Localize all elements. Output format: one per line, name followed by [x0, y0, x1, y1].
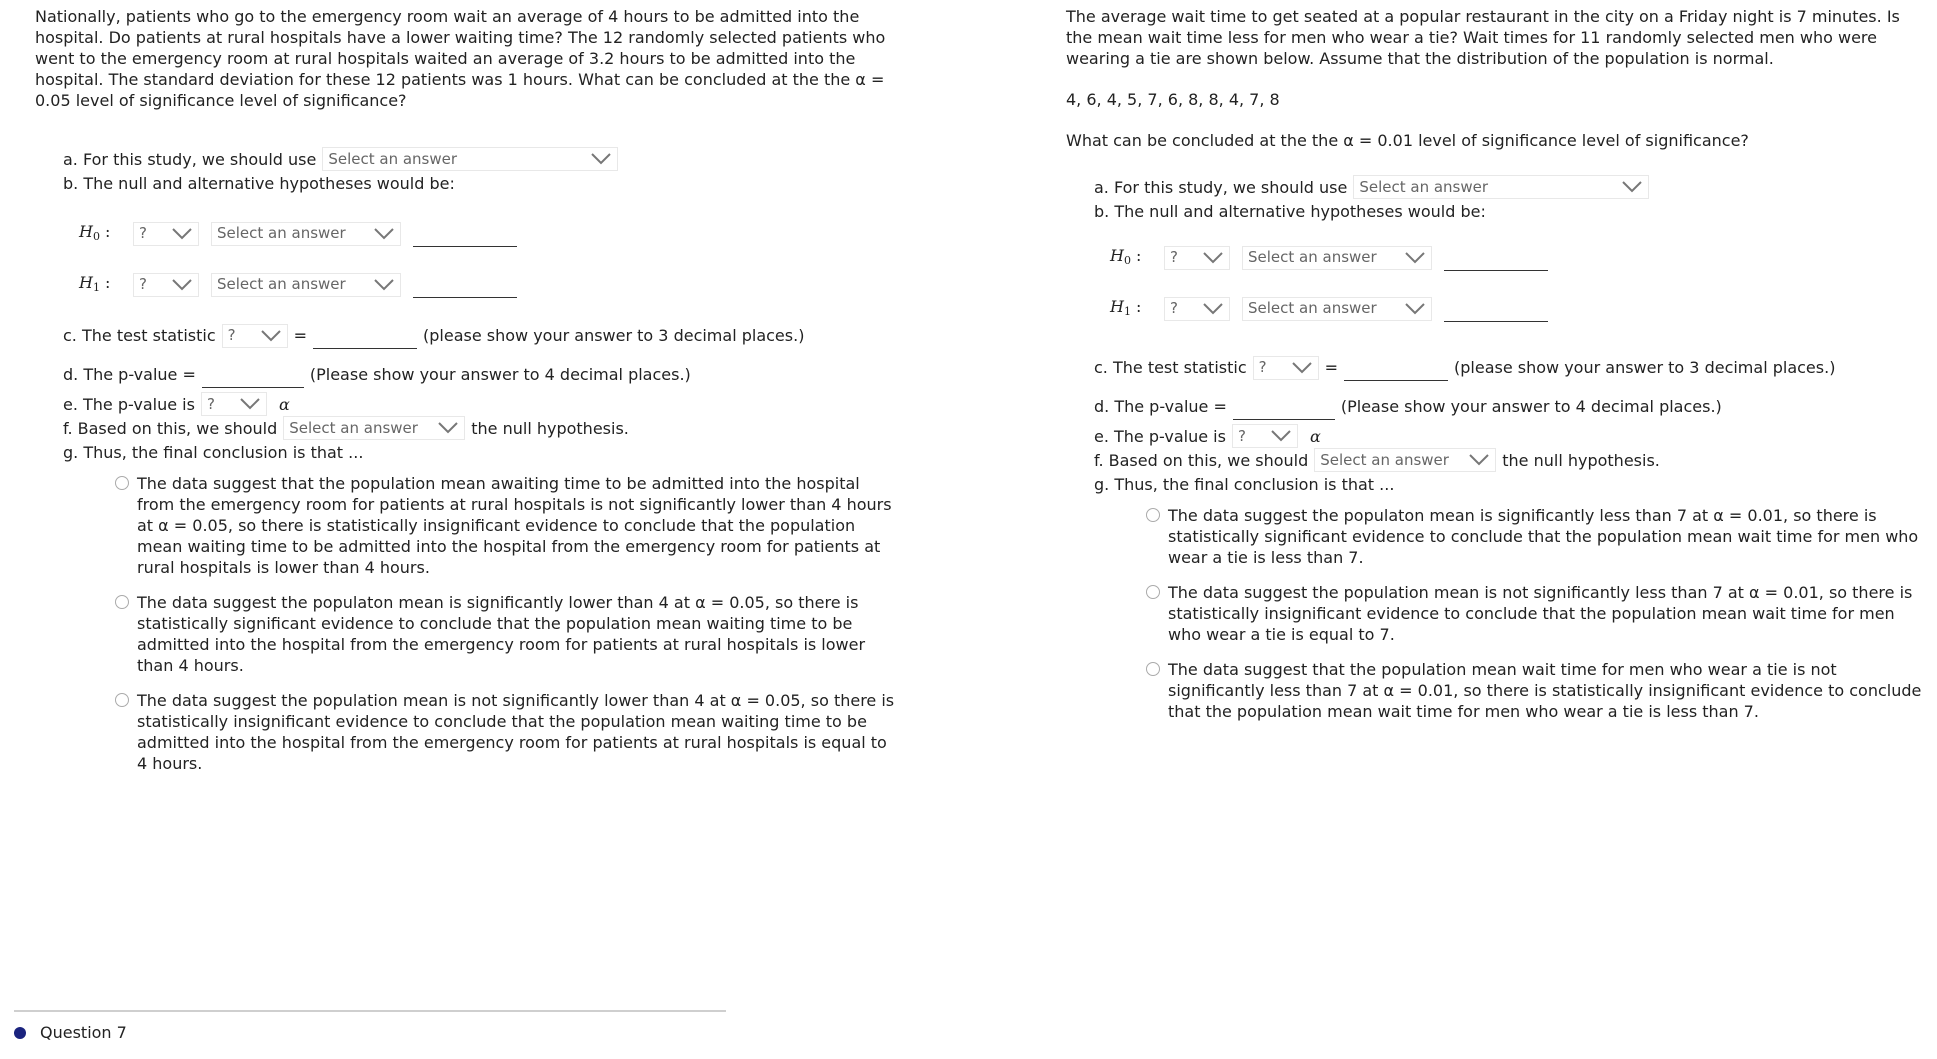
chevron-down-icon	[172, 278, 192, 292]
left-part-f	[35, 416, 895, 440]
left-part-f-label: f. Based on this, we should	[63, 418, 278, 438]
right-data-values: 4, 6, 4, 5, 7, 6, 8, 8, 4, 7, 8	[1066, 90, 1280, 109]
right-conclusion-option-2-text: The data suggest the population mean is not significantly less than 7 at α = 0.01, so there is statistically insignificant evidence to conclude that the population mean wait time for men who wear a tie is equal to 7.	[1168, 583, 1913, 644]
right-conclusion-option-1-text: The data suggest the populaton mean is significantly less than 7 at α = 0.01, so there is statistically significant evidence to conclude that the population mean wait time for men who wear a tie is less than 7.	[1168, 506, 1919, 567]
chevron-down-icon	[374, 227, 394, 241]
left-h0-parameter-select[interactable]	[133, 222, 199, 246]
right-study-type-select[interactable]	[1353, 175, 1649, 199]
question-7-nav-item[interactable]	[14, 1022, 726, 1043]
left-alpha-symbol: α	[278, 394, 290, 414]
radio-button[interactable]	[115, 693, 129, 707]
right-h0-parameter-value: ?	[1170, 248, 1178, 266]
left-h1-row	[35, 271, 895, 298]
left-decision-placeholder: Select an answer	[289, 418, 418, 437]
left-conclusion-option-1[interactable]	[115, 473, 895, 578]
right-part-f-label: f. Based on this, we should	[1094, 450, 1309, 470]
left-conclusion-option-3-text: The data suggest the population mean is not significantly lower than 4 at α = 0.05, so there is statistically insignificant evidence to conclude that the population mean waiting time to be admitted into the hospital from the emergency room for patients at rural hospitals is equal to 4 hours.	[137, 691, 895, 773]
right-equals-sign: =	[1324, 358, 1339, 377]
right-h0-row	[1066, 244, 1926, 271]
right-h1-parameter-select[interactable]	[1164, 297, 1230, 321]
right-h1-relation-placeholder: Select an answer	[1248, 299, 1377, 317]
left-test-statistic-input[interactable]	[313, 322, 417, 349]
left-part-c	[35, 322, 895, 349]
left-equals-sign: =	[293, 326, 308, 345]
left-decision-select[interactable]	[283, 416, 465, 440]
chevron-down-icon	[1405, 251, 1425, 265]
left-h0-row	[35, 220, 895, 247]
chevron-down-icon	[1203, 302, 1223, 316]
left-part-a-label: a. For this study, we should use	[63, 149, 317, 169]
right-conclusion-option-3[interactable]	[1146, 659, 1926, 722]
left-conclusion-option-2-text: The data suggest the populaton mean is significantly lower than 4 at α = 0.05, so there is statistically significant evidence to conclude that the population mean waiting time to be admitted into the hospital from the emergency room for patients at rural hospitals is lower than 4 hours.	[137, 593, 866, 675]
left-h1-value-input[interactable]	[413, 271, 517, 298]
right-part-f	[1066, 448, 1926, 472]
right-h0-relation-select[interactable]	[1242, 246, 1432, 270]
left-conclusion-options	[35, 473, 895, 774]
left-p-value-comparison-select[interactable]	[201, 392, 267, 416]
right-h1-value-input[interactable]	[1444, 295, 1548, 322]
right-test-statistic-select[interactable]	[1253, 356, 1319, 380]
left-test-statistic-select[interactable]	[222, 324, 288, 348]
right-part-e-label: e. The p-value is	[1094, 426, 1226, 446]
right-question-text: What can be concluded at the the α = 0.01 level of significance level of significance?	[1066, 131, 1749, 150]
right-part-e	[1066, 424, 1926, 448]
right-part-d-label: d. The p-value =	[1094, 397, 1227, 416]
right-h1-relation-select[interactable]	[1242, 297, 1432, 321]
right-p-value-comparison-value: ?	[1237, 426, 1246, 445]
right-part-d	[1066, 393, 1926, 420]
left-question-panel	[35, 6, 895, 788]
left-h0-relation-placeholder: Select an answer	[217, 224, 346, 242]
chevron-down-icon	[1292, 361, 1312, 375]
right-part-f-suffix: the null hypothesis.	[1502, 450, 1660, 470]
radio-button[interactable]	[1146, 508, 1160, 522]
left-p-value-input[interactable]	[202, 361, 304, 388]
right-alpha-symbol: α	[1309, 426, 1321, 446]
right-h1-row	[1066, 295, 1926, 322]
right-question-panel	[1066, 6, 1926, 736]
left-h1-parameter-select[interactable]	[133, 273, 199, 297]
left-part-c-note: (please show your answer to 3 decimal places.)	[423, 326, 805, 345]
footer-divider	[14, 1010, 726, 1012]
chevron-down-icon	[261, 329, 281, 343]
left-p-value-comparison-value: ?	[206, 394, 215, 413]
chevron-down-icon	[1271, 429, 1291, 443]
left-h0-symbol: $H_0$ :	[79, 221, 111, 243]
question-navigation-footer	[14, 1010, 726, 1043]
left-part-a	[35, 147, 895, 171]
right-h0-relation-placeholder: Select an answer	[1248, 248, 1377, 266]
right-study-type-placeholder: Select an answer	[1359, 177, 1489, 196]
right-intro-text: The average wait time to get seated at a popular restaurant in the city on a Friday night is 7 minutes. Is the mean wait time less for men who wear a tie? Wait times for 11 randomly selected men who were wearing a tie are shown below. Assume that the distribution of the population is normal.	[1066, 7, 1900, 68]
right-p-value-comparison-select[interactable]	[1232, 424, 1298, 448]
right-part-a	[1066, 175, 1926, 199]
left-intro-text: Nationally, patients who go to the emergency room wait an average of 4 hours to be admitted into the hospital. Do patients at rural hospitals have a lower waiting time? The 12 randomly selected patients who went to the emergency room at rural hospitals waited an average of 3.2 hours to be admitted into the hospital. The standard deviation for these 12 patients was 1 hours. What can be concluded at the the α = 0.05 level of significance level of significance?	[35, 7, 886, 110]
left-h1-relation-placeholder: Select an answer	[217, 275, 346, 293]
radio-button[interactable]	[1146, 585, 1160, 599]
radio-button[interactable]	[1146, 662, 1160, 676]
right-decision-placeholder: Select an answer	[1320, 450, 1449, 469]
left-part-d	[35, 361, 895, 388]
dot-icon	[14, 1027, 26, 1039]
chevron-down-icon	[1622, 180, 1642, 194]
left-part-b-label: b. The null and alternative hypotheses would be:	[63, 174, 455, 193]
left-test-statistic-value: ?	[227, 326, 236, 344]
left-part-d-note: (Please show your answer to 4 decimal places.)	[309, 365, 691, 384]
right-conclusion-option-1[interactable]	[1146, 505, 1926, 568]
chevron-down-icon	[438, 421, 458, 435]
left-h0-value-input[interactable]	[413, 220, 517, 247]
chevron-down-icon	[374, 278, 394, 292]
right-part-g-label: g. Thus, the final conclusion is that ...	[1094, 475, 1395, 494]
right-h1-parameter-value: ?	[1170, 299, 1178, 317]
right-decision-select[interactable]	[1314, 448, 1496, 472]
right-part-c-note: (please show your answer to 3 decimal places.)	[1454, 358, 1836, 377]
chevron-down-icon	[1469, 453, 1489, 467]
right-h0-symbol: $H_0$ :	[1110, 245, 1142, 267]
right-h0-parameter-select[interactable]	[1164, 246, 1230, 270]
left-conclusion-option-1-text: The data suggest that the population mean awaiting time to be admitted into the hospital from the emergency room for patients at rural hospitals is not significantly lower than 4 hours at α = 0.05, so there is statistically insignificant evidence to conclude that the population mean waiting time to be admitted into the hospital from the emergency room for patients at rural hospitals is lower than 4 hours.	[137, 474, 892, 577]
left-study-type-placeholder: Select an answer	[328, 149, 458, 168]
chevron-down-icon	[591, 152, 611, 166]
left-conclusion-option-2[interactable]	[115, 592, 895, 676]
chevron-down-icon	[1405, 302, 1425, 316]
left-h0-parameter-value: ?	[139, 224, 147, 242]
right-part-a-label: a. For this study, we should use	[1094, 177, 1348, 197]
left-conclusion-option-3[interactable]	[115, 690, 895, 774]
left-part-e-label: e. The p-value is	[63, 394, 195, 414]
right-h1-symbol: $H_1$ :	[1110, 296, 1142, 318]
left-h0-relation-select[interactable]	[211, 222, 401, 246]
right-test-statistic-input[interactable]	[1344, 354, 1448, 381]
question-7-label: Question 7	[40, 1023, 127, 1042]
radio-button[interactable]	[115, 595, 129, 609]
left-part-f-suffix: the null hypothesis.	[471, 418, 629, 438]
left-h1-parameter-value: ?	[139, 275, 147, 293]
left-part-e	[35, 392, 895, 416]
right-part-b-label: b. The null and alternative hypotheses would be:	[1094, 202, 1486, 221]
chevron-down-icon	[172, 227, 192, 241]
left-study-type-select[interactable]	[322, 147, 618, 171]
right-conclusion-options	[1066, 505, 1926, 722]
right-part-c	[1066, 354, 1926, 381]
chevron-down-icon	[1203, 251, 1223, 265]
left-part-d-label: d. The p-value =	[63, 365, 196, 384]
right-conclusion-option-3-text: The data suggest that the population mean wait time for men who wear a tie is not significantly less than 7 at α = 0.01, so there is statistically insignificant evidence to conclude that the population mean wait time for men who wear a tie is less than 7.	[1168, 660, 1922, 721]
chevron-down-icon	[240, 397, 260, 411]
radio-button[interactable]	[115, 476, 129, 490]
left-h1-symbol: $H_1$ :	[79, 272, 111, 294]
right-part-d-note: (Please show your answer to 4 decimal places.)	[1340, 397, 1722, 416]
left-h1-relation-select[interactable]	[211, 273, 401, 297]
right-test-statistic-value: ?	[1258, 358, 1267, 376]
right-h0-value-input[interactable]	[1444, 244, 1548, 271]
right-part-c-label: c. The test statistic	[1094, 358, 1247, 377]
left-part-g-label: g. Thus, the final conclusion is that ...	[63, 443, 364, 462]
right-p-value-input[interactable]	[1233, 393, 1335, 420]
left-part-c-label: c. The test statistic	[63, 326, 216, 345]
right-conclusion-option-2[interactable]	[1146, 582, 1926, 645]
